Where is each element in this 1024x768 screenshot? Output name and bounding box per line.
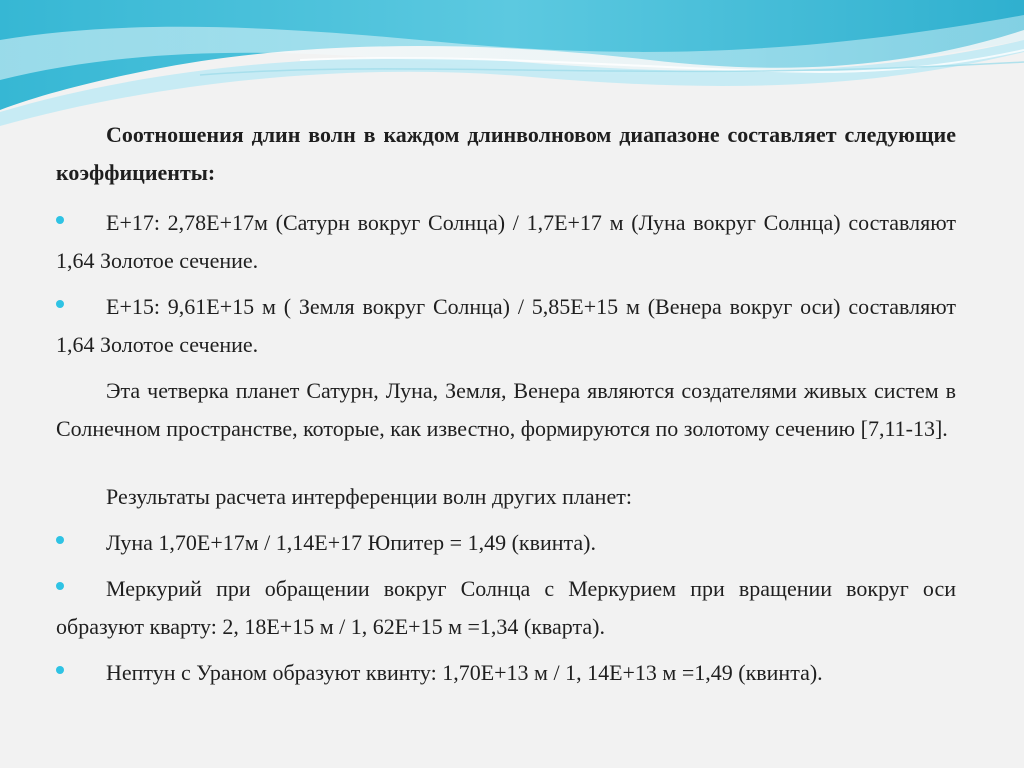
bullet-item-1-text: Е+17: 2,78Е+17м (Сатурн вокруг Солнца) / 1,7Е+17 м (Луна вокруг Солнца) составляют 1,64 Золотое сечение. — [56, 210, 956, 273]
bullet-item-1 — [56, 204, 956, 280]
bullet-item-3-text: Луна 1,70Е+17м / 1,14Е+17 Юпитер = 1,49 (квинта). — [106, 530, 597, 555]
bullet-item-2 — [56, 288, 956, 364]
bullet-dot-icon — [56, 536, 64, 544]
planet-quartet-paragraph: Эта четверка планет Сатурн, Луна, Земля, Венера являются создателями живых систем в Солнечном пространстве, которые, как известно, формируются по золотому сечению [7,11-13]. — [56, 378, 956, 441]
bullet-item-5 — [56, 654, 956, 692]
bullet-item-5-text: Нептун с Ураном образуют квинту: 1,70Е+13 м / 1, 14Е+13 м =1,49 (квинта). — [106, 660, 823, 685]
header-wave-decoration — [0, 0, 1024, 130]
bullet-dot-icon — [56, 216, 64, 224]
spacer — [56, 448, 956, 478]
bullet-dot-icon — [56, 666, 64, 674]
bullet-item-2-text: Е+15: 9,61Е+15 м ( Земля вокруг Солнца) / 5,85Е+15 м (Венера вокруг оси) составляют 1,64 Золотое сечение. — [56, 294, 956, 357]
bullet-item-3 — [56, 524, 956, 562]
bullet-item-4-text: Меркурий при обращении вокруг Солнца с Меркурием при вращении вокруг оси образуют кварту: 2, 18Е+15 м / 1, 62Е+15 м =1,34 (кварта). — [56, 576, 956, 639]
results-paragraph: Результаты расчета интерференции волн других планет: — [106, 484, 632, 509]
header-paragraph: Соотношения длин волн в каждом длинволновом диапазоне составляет следующие коэффициенты: — [56, 122, 956, 185]
bullet-item-4 — [56, 570, 956, 646]
slide-content — [56, 116, 956, 692]
bullet-dot-icon — [56, 300, 64, 308]
bullet-dot-icon — [56, 582, 64, 590]
